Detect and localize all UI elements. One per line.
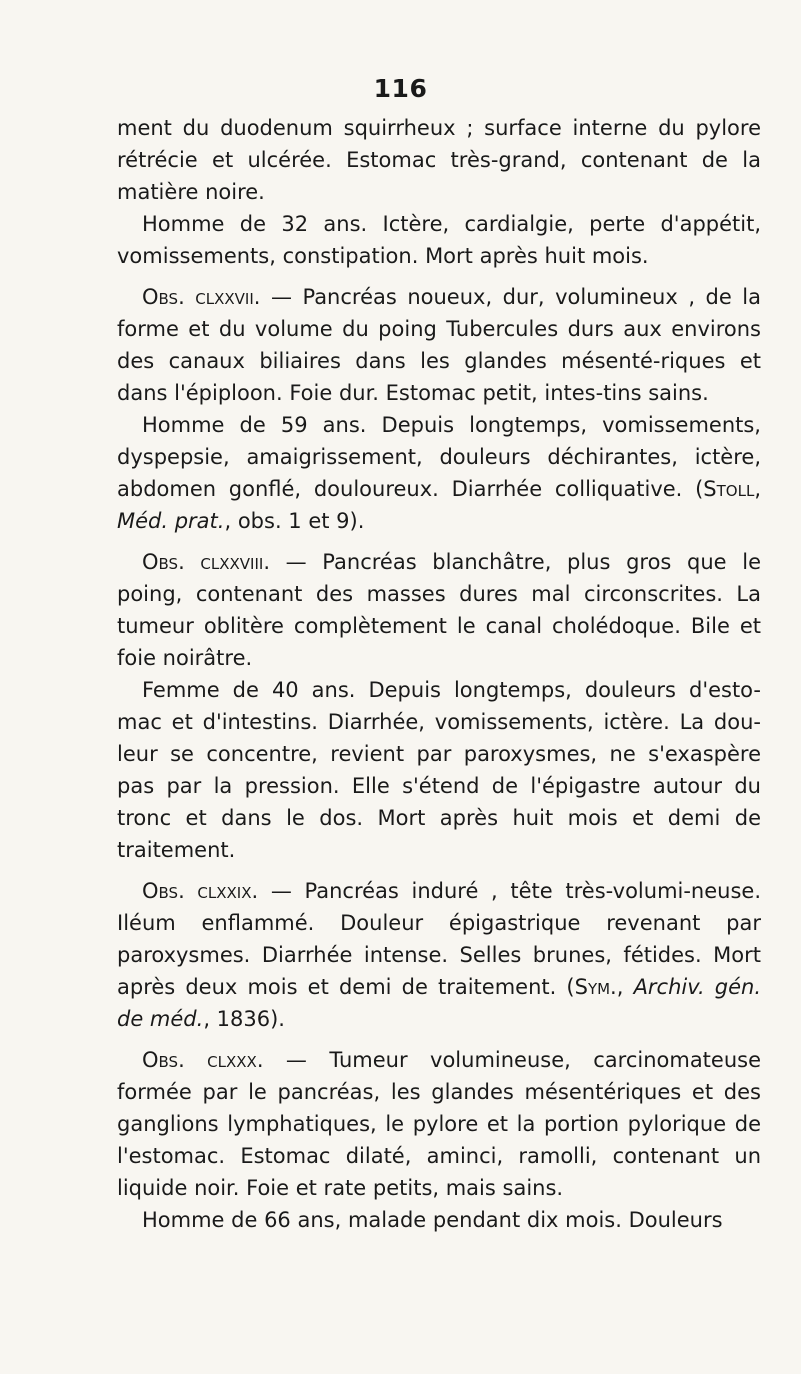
citation-author: Sym. [574, 975, 617, 999]
observation-label: Obs. clxxix. [142, 879, 259, 903]
citation-separator: , [754, 477, 761, 501]
observation-clxxvii [117, 281, 761, 409]
observation-text: — Pancréas noueux, dur, volumineux , de la forme et du volume du poing Tubercules durs aux environs des canaux biliaires dans les glandes mésenté-riques et dans l'épiploon. Foie dur. Estomac petit, intes-tins sains. [117, 285, 761, 405]
observation-text: — Pancréas blanchâtre, plus gros que le poing, contenant des masses dures mal circonscrites. La tumeur oblitère complètement le canal cholédoque. Bile et foie noirâtre. [117, 550, 761, 670]
citation-separator: , [616, 975, 634, 999]
observation-text: — Tumeur volumineuse, carcinomateuse formée par le pancréas, les glandes mésentériques et des ganglions lymphatiques, le pylore et la portion pylorique de l'estomac. Estomac dilaté, aminci, ramolli, contenant un liquide noir. Foie et rate petits, mais sains. [117, 1048, 762, 1200]
paragraph-text: Homme de 59 ans. Depuis longtemps, vomissements, dyspepsie, amaigrissement, douleurs déchirantes, ictère, abdomen gonflé, douloureux. Diarrhée colliquative. ( [117, 413, 761, 501]
citation-tail: , obs. 1 et 9). [224, 509, 365, 533]
citation-author: Stoll [703, 477, 755, 501]
observation-label: Obs. clxxvii. [142, 285, 261, 309]
paragraph-patient-history: Homme de 32 ans. Ictère, cardialgie, perte d'appétit, vomissements, constipation. Mort après huit mois. [117, 212, 761, 268]
citation-source: Archiv. gén. de méd. [117, 975, 762, 1031]
observation-clxxviii [117, 546, 761, 674]
paragraph-patient-history: Homme de 66 ans, malade pendant dix mois. Douleurs [142, 1208, 723, 1232]
observation-clxxx [117, 1044, 761, 1204]
body-text [117, 68, 761, 1236]
paragraph-continued: ment du duodenum squirrheux ; surface interne du pylore rétrécie et ulcérée. Estomac très-grand, contenant de la matière noire. [117, 116, 761, 204]
paragraph-patient-history: Femme de 40 ans. Depuis longtemps, douleurs d'esto-mac et d'intestins. Diarrhée, vomissements, ictère. La dou-leur se concentre, revient par paroxysmes, ne s'exaspère pas par la pression. Elle s'étend de l'épigastre autour du tronc et dans le dos. Mort après huit mois et demi de traitement. [117, 678, 761, 862]
observation-label: Obs. clxxviii. [142, 550, 270, 574]
paragraph-patient-history [117, 409, 761, 537]
citation-source: Méd. prat. [117, 509, 225, 533]
page-number: 116 [373, 74, 428, 103]
citation-tail: , 1836). [203, 1007, 285, 1031]
observation-text: — Pancréas induré , tête très-volumi-neuse. Iléum enflammé. Douleur épigastrique revenant par paroxysmes. Diarrhée intense. Selles brunes, fétides. Mort après deux mois et demi de traitement. ( [117, 879, 762, 999]
observation-label: Obs. clxxx. [142, 1048, 264, 1072]
observation-clxxix [117, 875, 761, 1035]
